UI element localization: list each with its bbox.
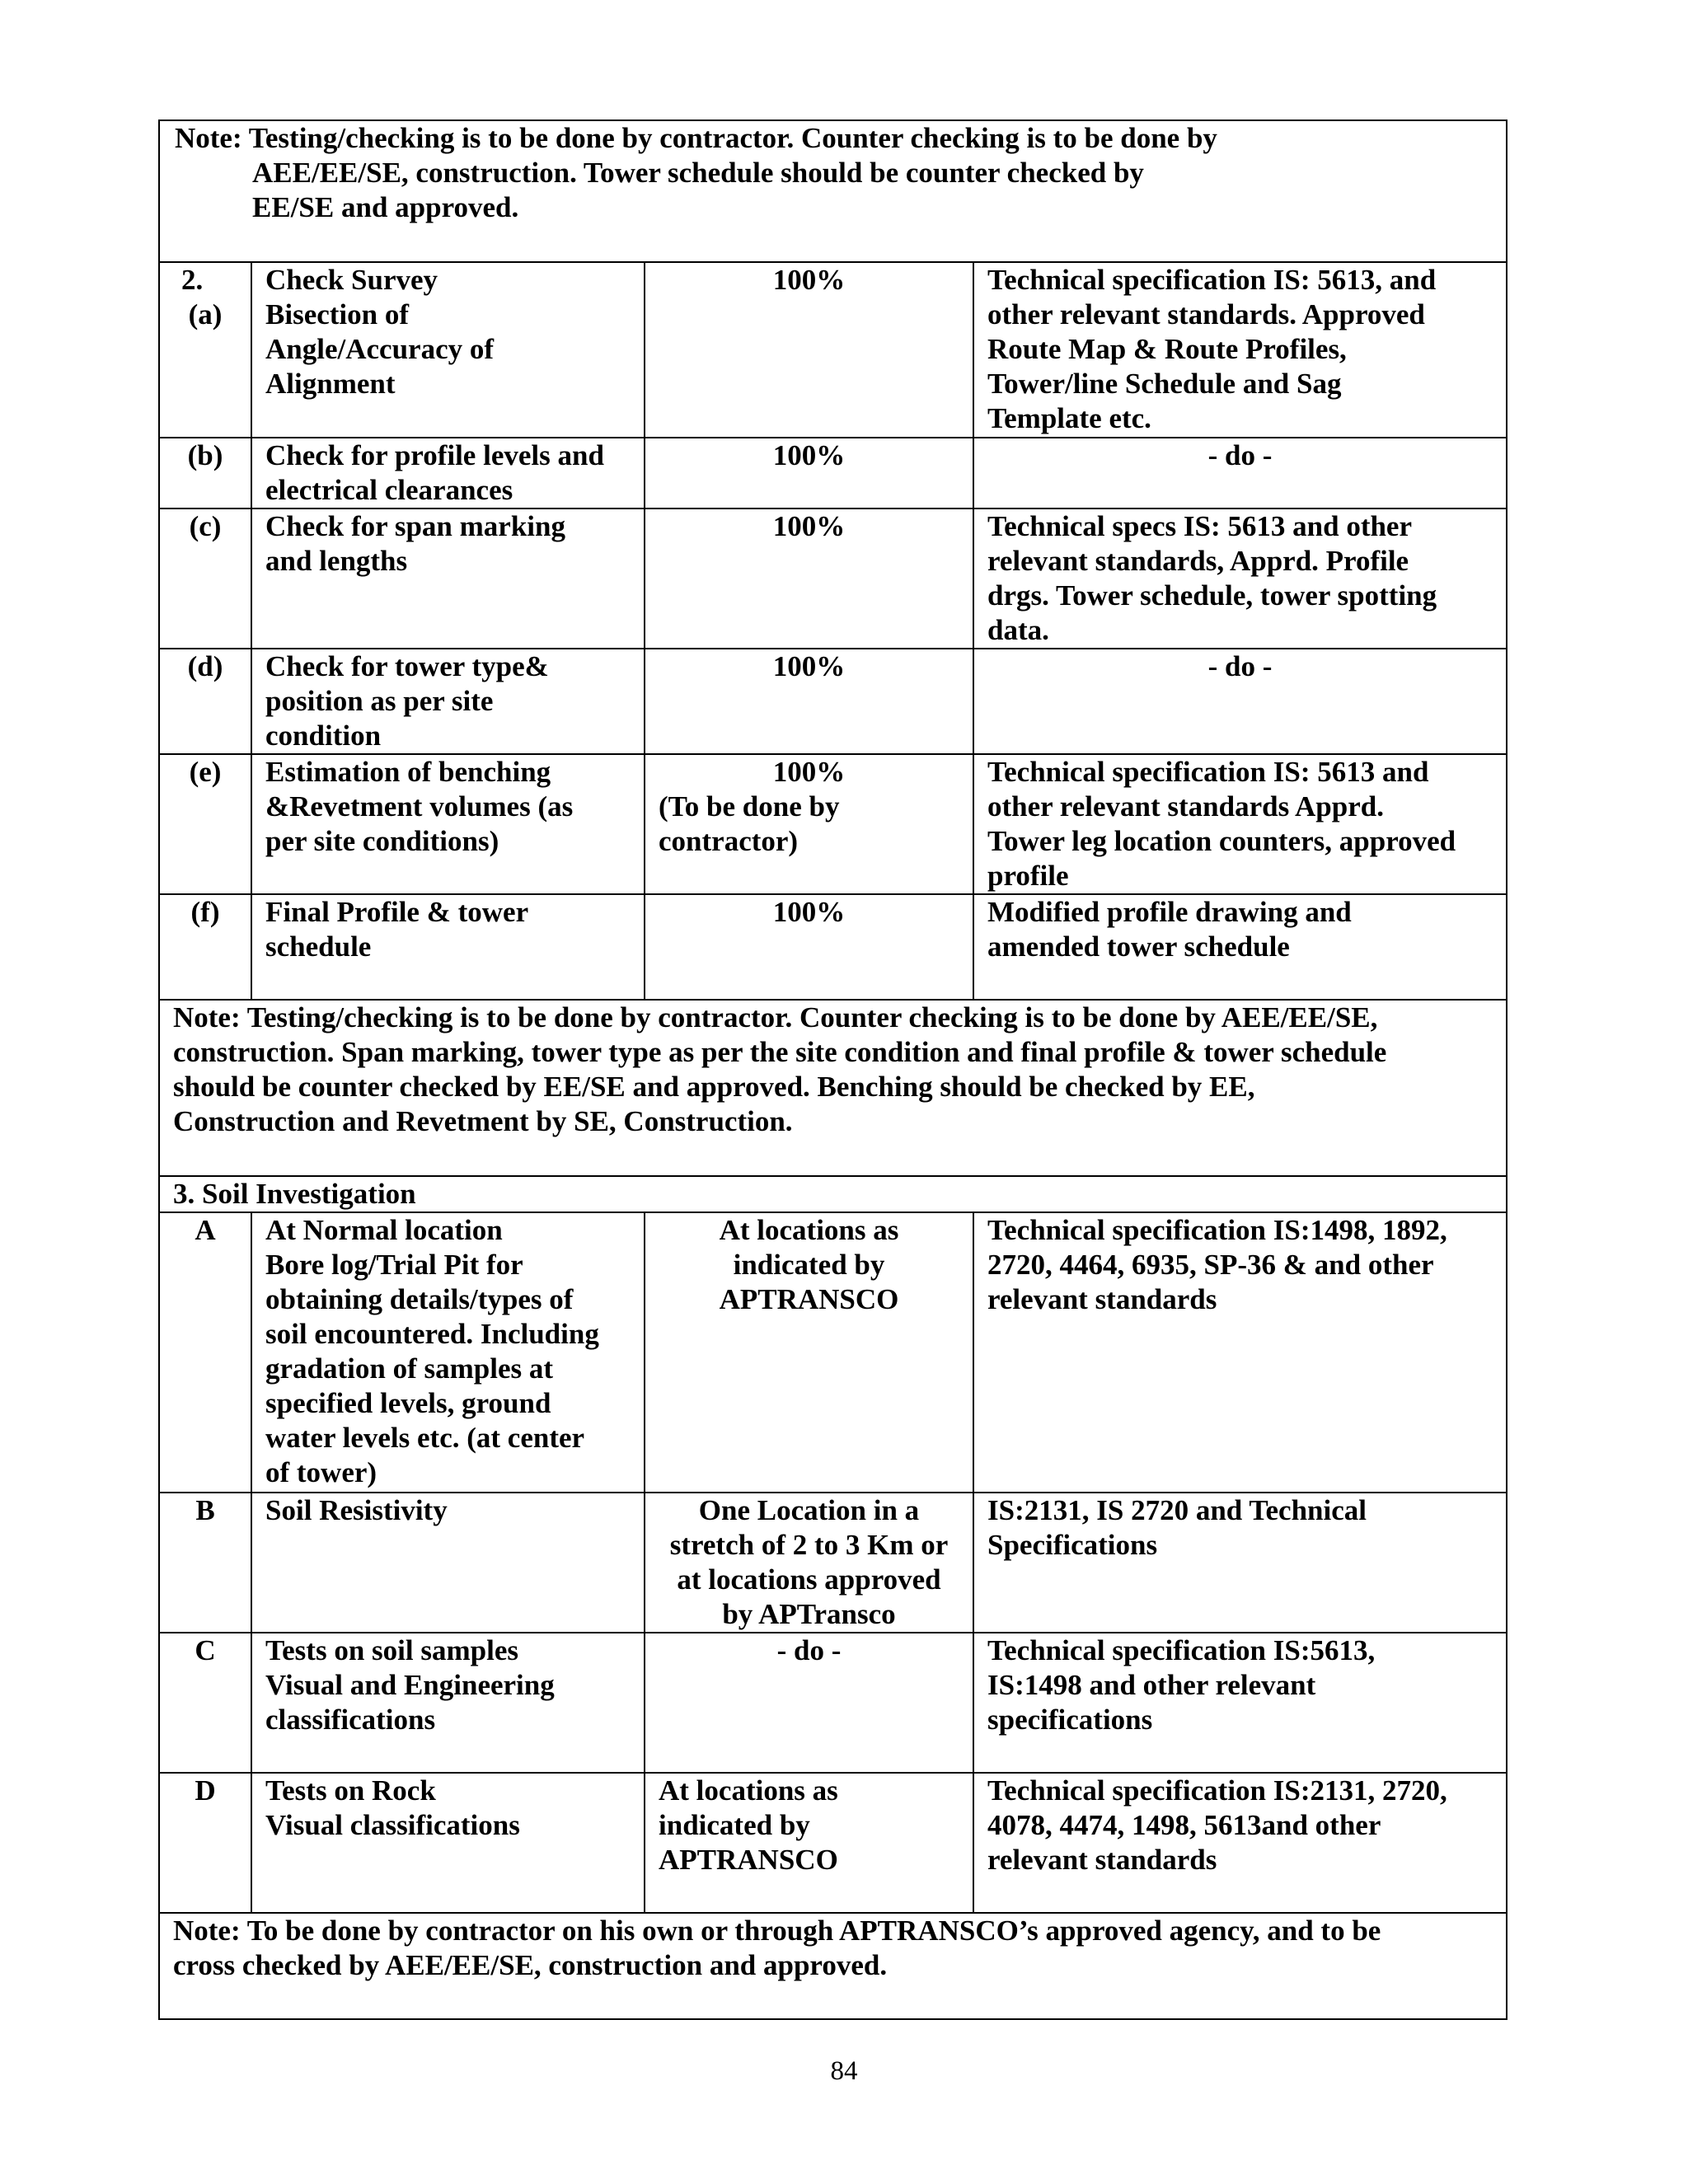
reference-document-cell <box>973 649 1507 754</box>
cell-text-line: 100% <box>772 896 846 928</box>
cell-text-line: Technical specification IS:2131, 2720, <box>987 1774 1447 1807</box>
cell-text-line: Final Profile & tower <box>265 896 529 928</box>
section-2-body <box>159 262 1507 1000</box>
item-number: (c) <box>189 510 222 542</box>
cell-text-line: Note: To be done by contractor on his own or through APTRANSCO’s approved agency, and to be <box>173 1915 1381 1947</box>
item-description-cell <box>251 438 645 509</box>
cell-text-line: specifications <box>987 1704 1153 1736</box>
extent-of-check-cell <box>645 262 973 438</box>
extent-of-check-cell <box>645 1773 973 1913</box>
cell-text-line: classifications <box>265 1704 436 1736</box>
item-number: B <box>195 1494 215 1526</box>
extent-of-check-cell <box>645 509 973 649</box>
cell-text-line: At locations as <box>719 1214 899 1246</box>
cell-text-line: IS:2131, IS 2720 and Technical <box>987 1494 1367 1526</box>
cell-text-line: Estimation of benching <box>265 756 551 788</box>
item-description-cell <box>251 1773 645 1913</box>
cell-text-line: Tests on Rock <box>265 1774 436 1807</box>
reference-document-cell <box>973 1493 1507 1633</box>
cell-text-line: 100% <box>772 510 846 542</box>
note-text-line: AEE/EE/SE, construction. Tower schedule should be counter checked by <box>252 157 1144 189</box>
cell-text-line: specified levels, ground <box>265 1387 551 1419</box>
note-row-section-2 <box>159 1000 1507 1176</box>
item-description-cell <box>251 1633 645 1773</box>
cell-text-line: Specifications <box>987 1529 1158 1561</box>
cell-text-line: obtaining details/types of <box>265 1283 574 1315</box>
cell-text-line: Visual and Engineering <box>265 1669 555 1701</box>
note-text-line: Testing/checking is to be done by contractor. Counter checking is to be done by <box>248 122 1217 154</box>
cell-text-line: Alignment <box>265 368 396 400</box>
cell-text-line: Check for profile levels and <box>265 439 604 471</box>
cell-text-line: 100% <box>772 264 846 296</box>
extent-of-check-cell <box>645 438 973 509</box>
extent-of-check-cell <box>645 649 973 754</box>
cell-text-line: relevant standards <box>987 1844 1217 1876</box>
reference-document-cell <box>973 1633 1507 1773</box>
item-number: A <box>195 1214 216 1246</box>
table-row <box>159 1633 1507 1773</box>
cell-text-line: soil encountered. Including <box>265 1318 599 1350</box>
cell-text-line: At Normal location <box>265 1214 503 1246</box>
cell-text-line: Bisection of <box>265 298 410 330</box>
cell-text-line: per site conditions) <box>265 825 499 857</box>
cell-text-line: Technical specification IS:5613, <box>987 1634 1376 1666</box>
cell-text-line: 100% <box>772 650 846 682</box>
table-row <box>159 1773 1507 1913</box>
cell-text-line: schedule <box>265 930 372 963</box>
cell-text-line: Technical specification IS: 5613 and <box>987 756 1429 788</box>
item-number: (b) <box>187 439 223 471</box>
item-description-cell <box>251 649 645 754</box>
item-number-cell <box>159 1212 251 1493</box>
section-3-heading-row <box>159 1176 1507 1212</box>
extent-of-check-cell <box>645 1633 973 1773</box>
table-row <box>159 649 1507 754</box>
cell-text-line: Template etc. <box>987 402 1151 434</box>
section-3-heading: 3. Soil Investigation <box>159 1176 1507 1212</box>
item-number-cell <box>159 754 251 894</box>
cell-text-line: 4078, 4474, 1498, 5613and other <box>987 1809 1381 1841</box>
table-row <box>159 1212 1507 1493</box>
extent-of-check-cell <box>645 1493 973 1633</box>
cell-text-line: and lengths <box>265 545 408 577</box>
cell-text-line: IS:1498 and other relevant <box>987 1669 1316 1701</box>
cell-text-line: Technical specification IS: 5613, and <box>987 264 1437 296</box>
cell-text-line: - do - <box>776 1634 842 1666</box>
cell-text-line: At locations as <box>659 1774 838 1807</box>
cell-text-line: Technical specification IS:1498, 1892, <box>987 1214 1447 1246</box>
cell-text-line: other relevant standards Apprd. <box>987 790 1384 823</box>
cell-text-line: indicated by <box>659 1809 810 1841</box>
note-section-3-cell <box>159 1913 1507 2019</box>
item-number: (d) <box>187 650 223 682</box>
item-description-cell <box>251 262 645 438</box>
cell-text-line: 100% <box>772 756 846 788</box>
item-description-cell <box>251 754 645 894</box>
cell-text-line: Tests on soil samples <box>265 1634 518 1666</box>
note-top-cell <box>159 120 1507 262</box>
cell-text-line: Note: Testing/checking is to be done by contractor. Counter checking is to be done by AEE/EE/SE, <box>173 1001 1378 1033</box>
cell-text-line: Check Survey <box>265 264 438 296</box>
cell-text-line: Tower leg location counters, approved <box>987 825 1456 857</box>
cell-text-line: amended tower schedule <box>987 930 1290 963</box>
cell-text-line: Route Map & Route Profiles, <box>987 333 1347 365</box>
table-row <box>159 754 1507 894</box>
quality-check-table <box>158 120 1507 2020</box>
note-section-2-cell <box>159 1000 1507 1176</box>
item-number: (e) <box>189 756 222 788</box>
cell-text-line: Check for tower type& <box>265 650 549 682</box>
cell-text-line: Technical specs IS: 5613 and other <box>987 510 1413 542</box>
cell-text-line: electrical clearances <box>265 474 513 506</box>
extent-of-check-cell <box>645 894 973 1000</box>
cell-text-line: APTRANSCO <box>659 1844 838 1876</box>
item-number-cell <box>159 1493 251 1633</box>
extent-of-check-cell <box>645 1212 973 1493</box>
reference-document-cell <box>973 894 1507 1000</box>
cell-text-line: 2720, 4464, 6935, SP-36 & and other <box>987 1249 1434 1281</box>
cell-text-line: profile <box>987 860 1069 892</box>
note-row-section-3 <box>159 1913 1507 2019</box>
cell-text-line: other relevant standards. Approved <box>987 298 1425 330</box>
reference-document-cell <box>973 1773 1507 1913</box>
table-row <box>159 894 1507 1000</box>
table-row <box>159 1493 1507 1633</box>
cell-text-line: - do - <box>1207 439 1273 471</box>
cell-text-line: cross checked by AEE/EE/SE, construction and approved. <box>173 1949 888 1981</box>
note-row-top <box>159 120 1507 262</box>
item-number: C <box>195 1634 216 1666</box>
cell-text-line: gradation of samples at <box>265 1352 554 1385</box>
cell-text-line: - do - <box>1207 650 1273 682</box>
item-number: D <box>195 1774 216 1807</box>
cell-text-line: data. <box>987 614 1049 646</box>
cell-text-line: relevant standards <box>987 1283 1217 1315</box>
page-number: 84 <box>830 2056 858 2086</box>
reference-document-cell <box>973 262 1507 438</box>
cell-text-line: by APTransco <box>722 1598 896 1630</box>
cell-text-line: water levels etc. (at center <box>265 1422 585 1454</box>
table-row <box>159 509 1507 649</box>
item-number-cell <box>159 649 251 754</box>
cell-text-line: construction. Span marking, tower type as per the site condition and final profile & tower schedule <box>173 1036 1387 1068</box>
item-number-cell <box>159 894 251 1000</box>
cell-text-line: drgs. Tower schedule, tower spotting <box>987 579 1437 612</box>
cell-text-line: should be counter checked by EE/SE and approved. Benching should be checked by EE, <box>173 1071 1255 1103</box>
cell-text-line: condition <box>265 719 382 752</box>
cell-text-line: Angle/Accuracy of <box>265 333 495 365</box>
item-number-cell <box>159 1633 251 1773</box>
cell-text-line: Soil Resistivity <box>265 1494 448 1526</box>
cell-text-line: APTRANSCO <box>719 1283 899 1315</box>
cell-text-line: 100% <box>772 439 846 471</box>
cell-text-line: (To be done by <box>659 790 840 823</box>
cell-text-line: &Revetment volumes (as <box>265 790 574 823</box>
extent-of-check-cell <box>645 754 973 894</box>
section-3-body <box>159 1212 1507 1913</box>
table-row <box>159 438 1507 509</box>
cell-text-line: at locations approved <box>677 1563 941 1596</box>
item-description-cell <box>251 509 645 649</box>
cell-text-line: Visual classifications <box>265 1809 520 1841</box>
note-text-line: EE/SE and approved. <box>252 191 519 223</box>
item-number-cell <box>159 438 251 509</box>
cell-text-line: One Location in a <box>698 1494 920 1526</box>
cell-text-line: Check for span marking <box>265 510 565 542</box>
cell-text-line: Construction and Revetment by SE, Construction. <box>173 1105 793 1137</box>
reference-document-cell <box>973 1212 1507 1493</box>
item-sub-number: (a) <box>188 298 223 330</box>
item-number: (f) <box>190 896 220 928</box>
cell-text-line: stretch of 2 to 3 Km or <box>669 1529 949 1561</box>
cell-text-line: position as per site <box>265 685 494 717</box>
reference-document-cell <box>973 754 1507 894</box>
item-number-cell <box>159 262 251 438</box>
item-number: 2. <box>181 264 204 296</box>
cell-text-line: contractor) <box>659 825 799 857</box>
cell-text-line: of tower) <box>265 1456 377 1488</box>
table-row <box>159 262 1507 438</box>
reference-document-cell <box>973 509 1507 649</box>
item-number-cell <box>159 509 251 649</box>
cell-text-line: indicated by <box>733 1249 885 1281</box>
item-description-cell <box>251 894 645 1000</box>
reference-document-cell <box>973 438 1507 509</box>
item-number-cell <box>159 1773 251 1913</box>
cell-text-line: relevant standards, Apprd. Profile <box>987 545 1409 577</box>
cell-text-line: Tower/line Schedule and Sag <box>987 368 1342 400</box>
note-label: Note: <box>175 122 242 154</box>
item-description-cell <box>251 1212 645 1493</box>
cell-text-line: Modified profile drawing and <box>987 896 1352 928</box>
cell-text-line: Bore log/Trial Pit for <box>265 1249 523 1281</box>
item-description-cell <box>251 1493 645 1633</box>
